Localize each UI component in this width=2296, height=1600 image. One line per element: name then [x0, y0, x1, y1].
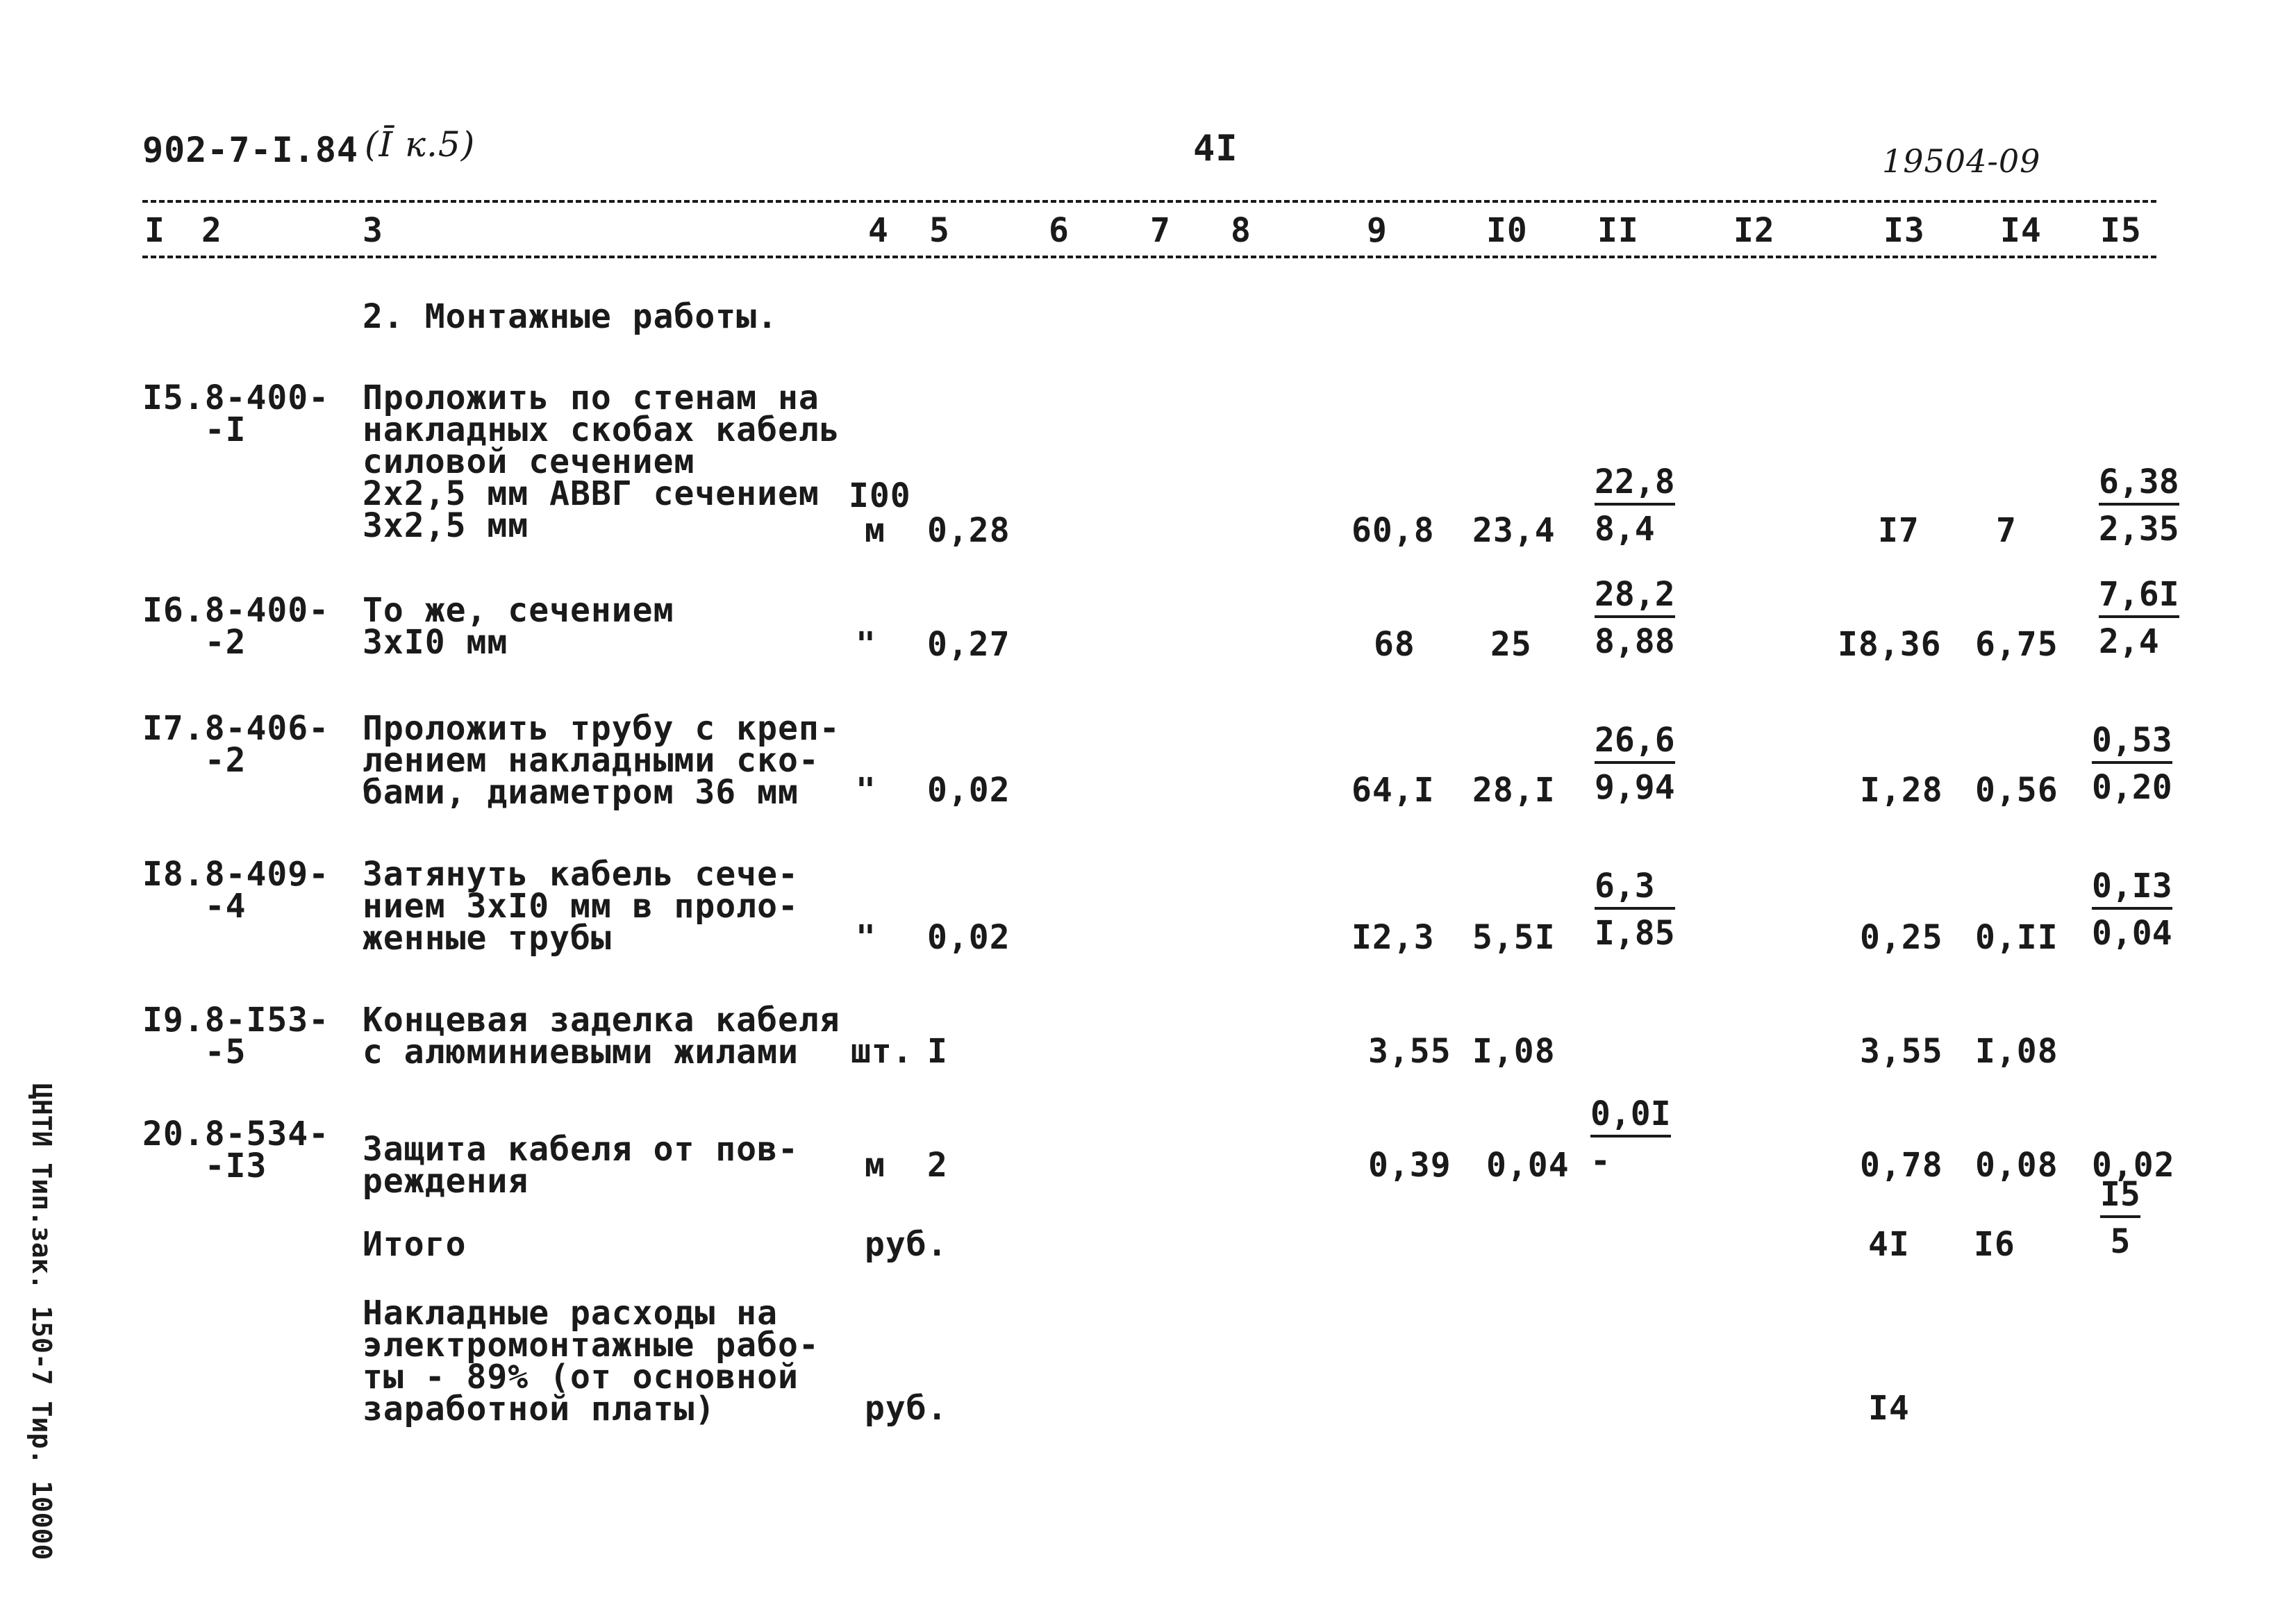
row-col14: 0,08	[1975, 1146, 2058, 1185]
stamp-code: 19504-09	[1882, 142, 2041, 180]
row-quantity: 0,27	[927, 625, 1010, 664]
overhead-label: Накладные расходы на электромонтажные рабо- ты - 89% (от основной заработной платы)	[363, 1294, 820, 1428]
column-header: II	[1597, 211, 1639, 250]
row-col15-top: 0,I3	[2092, 869, 2172, 910]
row-unit: "	[856, 771, 876, 810]
total-col14: I6	[1974, 1225, 2015, 1264]
row-description: То же, сечением 3хI0 мм	[363, 591, 674, 662]
row-col15-fraction	[2092, 721, 2172, 807]
row-col15-top: 6,38	[2099, 465, 2179, 506]
row-col11-fraction	[1590, 1094, 1671, 1181]
header-rule-top	[142, 200, 2156, 203]
column-header: I	[144, 211, 165, 250]
document-code: 902-7-I.84	[142, 130, 359, 170]
row-col11-fraction	[1595, 721, 1675, 807]
row-description: Проложить трубу с креп- лением накладными ско- бами, диаметром 36 мм	[363, 709, 840, 812]
document-note: (Ī к.5)	[365, 124, 476, 165]
row-code: I6.8-400- -2	[142, 591, 330, 662]
column-header: 3	[363, 211, 383, 250]
row-col14: 6,75	[1975, 625, 2058, 664]
row-description: Концевая заделка кабеля с алюминиевыми жилами	[363, 1001, 840, 1072]
row-col10: 25	[1490, 625, 1532, 664]
row-col10: I,08	[1472, 1032, 1556, 1071]
row-quantity: 0,02	[927, 771, 1010, 810]
row-col10: 28,I	[1472, 771, 1556, 810]
row-col10: 5,5I	[1472, 918, 1556, 957]
column-header: 8	[1231, 211, 1251, 250]
total-col15-bottom: 5	[2110, 1222, 2131, 1261]
row-col9: 60,8	[1351, 511, 1435, 550]
row-col15-bottom: 0,04	[2092, 914, 2172, 953]
row-col15-top: 0,53	[2092, 724, 2172, 764]
header-rule-bottom	[142, 256, 2156, 258]
row-col15-bottom: 0,20	[2092, 768, 2172, 807]
row-quantity: 2	[927, 1146, 948, 1185]
row-col11-bottom: -	[1590, 1142, 1611, 1181]
row-code: I8.8-409- -4	[142, 855, 330, 926]
row-col15-top: 7,6I	[2099, 578, 2179, 618]
row-col14: 7	[1996, 511, 2017, 550]
row-col11-top: 22,8	[1595, 465, 1675, 506]
row-col14: I,08	[1975, 1032, 2058, 1071]
total-col13: 4I	[1868, 1225, 1910, 1264]
row-col11-bottom: 8,88	[1595, 622, 1675, 661]
column-header: 9	[1367, 211, 1388, 250]
row-code: I5.8-400- -I	[142, 378, 330, 449]
row-col15-bottom: 2,4	[2099, 622, 2159, 661]
row-col13: 0,78	[1860, 1146, 1943, 1185]
row-description: Затянуть кабель сече- нием 3хI0 мм в проло- женные трубы	[363, 855, 799, 958]
row-col15: 0,02	[2092, 1146, 2175, 1185]
row-code: I9.8-I53- -5	[142, 1001, 330, 1072]
total-col15-top: I5	[2100, 1178, 2140, 1218]
row-quantity: 0,02	[927, 918, 1010, 957]
overhead-col13: I4	[1868, 1389, 1910, 1428]
row-col11-fraction	[1595, 867, 1675, 953]
row-col11-fraction	[1595, 462, 1675, 549]
row-col13: 3,55	[1860, 1032, 1943, 1071]
row-col15-bottom: 2,35	[2099, 510, 2179, 549]
row-col15-fraction	[2099, 575, 2179, 661]
column-header: I5	[2100, 211, 2142, 250]
row-col9: 68	[1374, 625, 1415, 664]
row-col9: I2,3	[1351, 918, 1435, 957]
row-col11-top: 28,2	[1595, 578, 1675, 618]
row-col13: 0,25	[1860, 918, 1943, 957]
row-code: 20.8-534- -I3	[142, 1115, 330, 1185]
row-col10: 23,4	[1472, 511, 1556, 550]
row-unit: "	[856, 918, 876, 957]
side-print-note: ЦНТИ Тип.зак. 150-7 Тир. 10000	[26, 1083, 57, 1560]
row-col9: 64,I	[1351, 771, 1435, 810]
row-col10: 0,04	[1486, 1146, 1570, 1185]
column-header: 2	[201, 211, 222, 250]
row-quantity: 0,28	[927, 511, 1010, 550]
row-col13: I8,36	[1838, 625, 1942, 664]
row-col13: I,28	[1860, 771, 1943, 810]
total-col15-fraction	[2100, 1175, 2140, 1261]
row-quantity: I	[927, 1032, 948, 1071]
row-col13: I7	[1878, 511, 1920, 550]
row-description: Проложить по стенам на накладных скобах кабель силовой сечением 2х2,5 мм АВВГ сечением 3х2,5 мм	[363, 378, 840, 545]
row-unit: м	[865, 1146, 885, 1185]
column-header: 6	[1049, 211, 1070, 250]
row-col11-top: 0,0I	[1590, 1097, 1671, 1138]
row-col11-bottom: 9,94	[1595, 768, 1675, 807]
row-col11-fraction	[1595, 575, 1675, 661]
row-col11-bottom: 8,4	[1595, 510, 1655, 549]
row-unit: шт.	[851, 1032, 913, 1071]
row-col11-bottom: I,85	[1595, 914, 1675, 953]
row-col11-top: 6,3	[1595, 869, 1675, 910]
column-header: 5	[929, 211, 950, 250]
row-col11-top: 26,6	[1595, 724, 1675, 764]
total-label: Итого	[363, 1225, 467, 1264]
column-header: I3	[1883, 211, 1925, 250]
row-col15-fraction	[2099, 462, 2179, 549]
page-number: 4I	[1193, 128, 1238, 169]
column-header: I0	[1486, 211, 1528, 250]
column-header: 7	[1150, 211, 1171, 250]
row-col15-fraction	[2092, 867, 2172, 953]
overhead-unit: руб.	[865, 1389, 948, 1428]
column-header: 4	[868, 211, 889, 250]
row-col14: 0,II	[1975, 918, 2058, 957]
column-header: I2	[1733, 211, 1775, 250]
row-unit: "	[856, 625, 876, 664]
row-quantity-base: I00	[849, 476, 911, 515]
column-header: I4	[2000, 211, 2042, 250]
total-unit: руб.	[865, 1225, 948, 1264]
section-title: 2. Монтажные работы.	[363, 297, 778, 336]
row-code: I7.8-406- -2	[142, 709, 330, 780]
row-description: Защита кабеля от пов- реждения	[363, 1130, 799, 1201]
row-unit: м	[865, 511, 885, 550]
row-col14: 0,56	[1975, 771, 2058, 810]
row-col9: 3,55	[1368, 1032, 1451, 1071]
row-col9: 0,39	[1368, 1146, 1451, 1185]
